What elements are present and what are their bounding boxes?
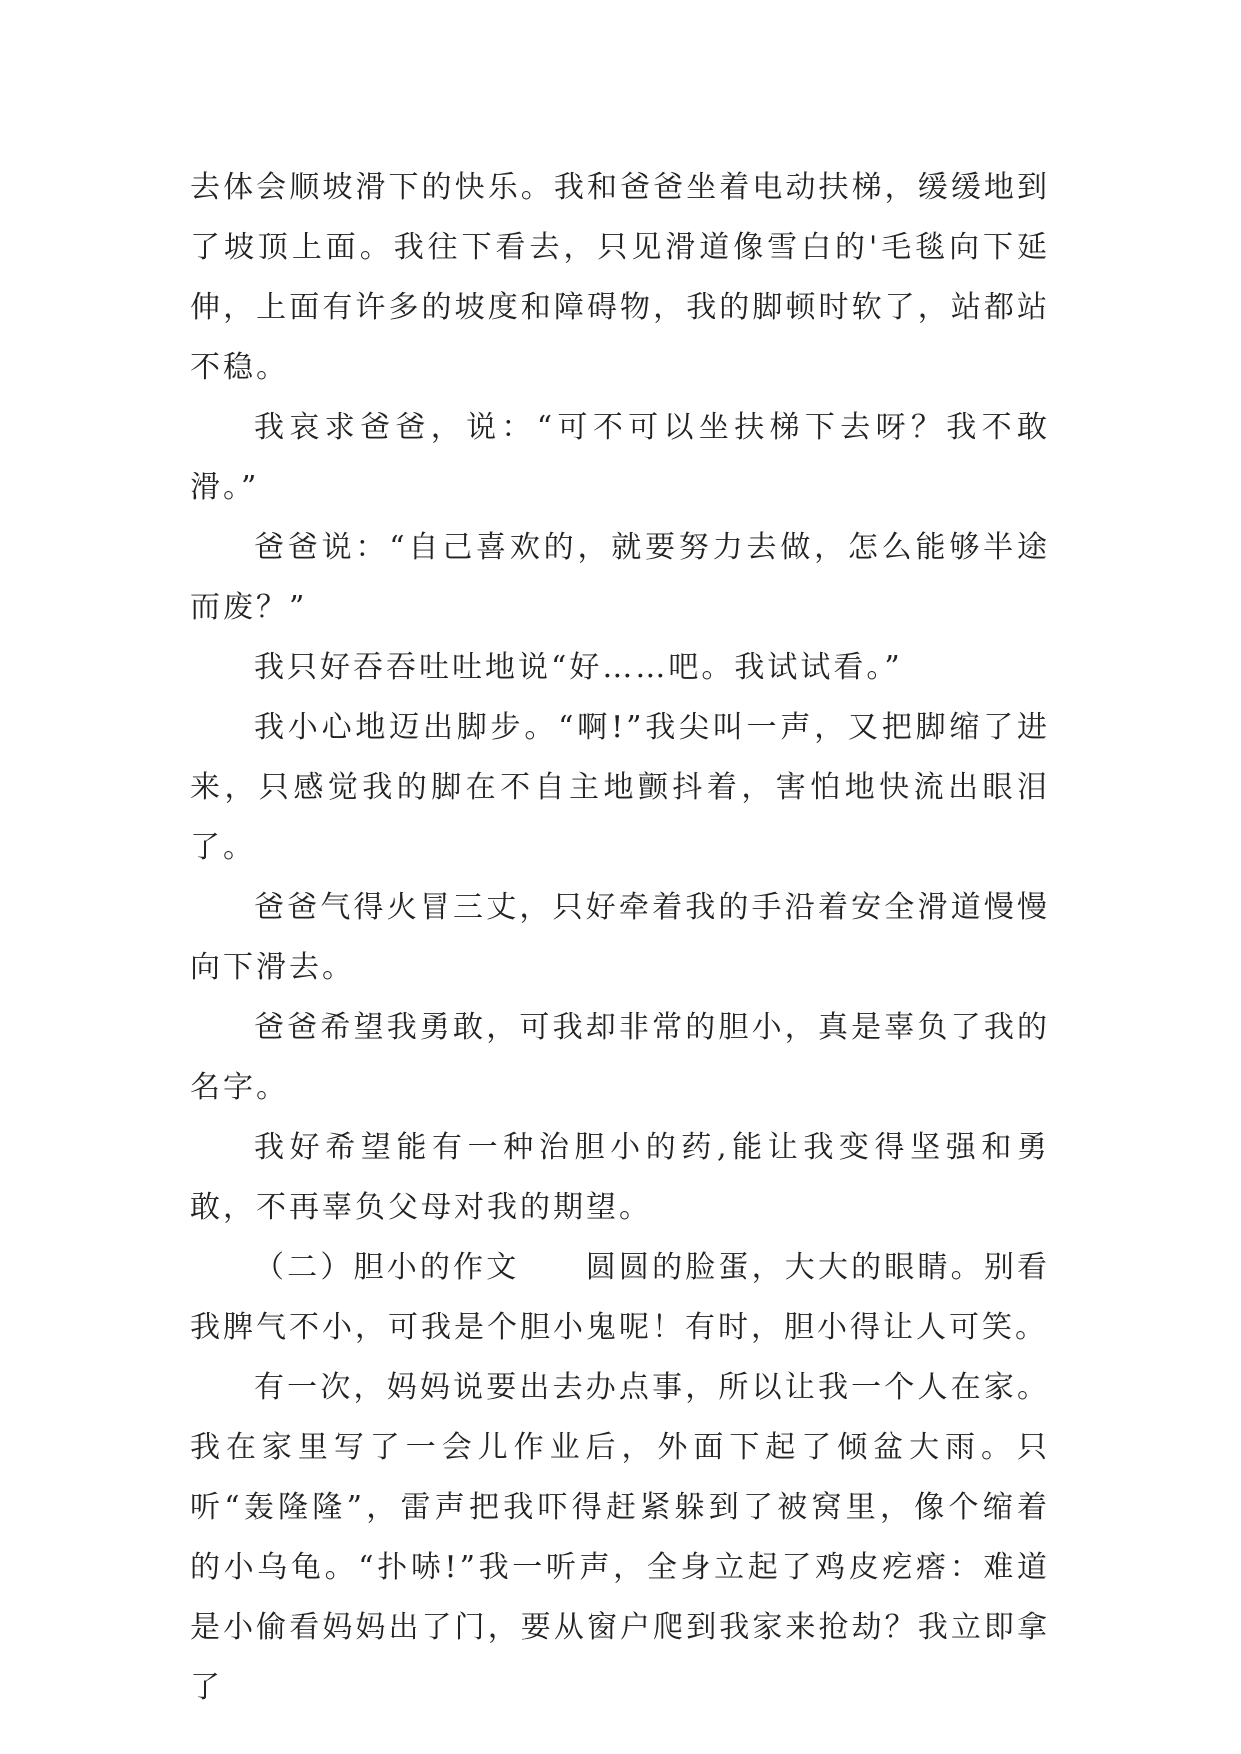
document-body <box>190 158 1050 1718</box>
paragraph-3: 爸爸说：“自己喜欢的，就要努力去做，怎么能够半途而废？” <box>190 530 1050 625</box>
paragraph-5: 我小心地迈出脚步。“啊!”我尖叫一声，又把脚缩了进来，只感觉我的脚在不自主地颤抖着，害怕地快流出眼泪了。 <box>190 710 1050 865</box>
paragraph-7: 爸爸希望我勇敢，可我却非常的胆小，真是辜负了我的名字。 <box>190 1010 1050 1105</box>
paragraph-4: 我只好吞吞吐吐地说“好……吧。我试试看。” <box>254 650 903 685</box>
paragraph-9: （二）胆小的作文 圆圆的脸蛋，大大的眼睛。别看我脾气不小，可我是个胆小鬼呢！有时，胆小得让人可笑。 <box>190 1250 1050 1345</box>
paragraph-1: 去体会顺坡滑下的快乐。我和爸爸坐着电动扶梯，缓缓地到了坡顶上面。我往下看去，只见滑道像雪白的'毛毯向下延伸，上面有许多的坡度和障碍物，我的脚顿时软了，站都站不稳。 <box>190 170 1050 385</box>
paragraph-2: 我哀求爸爸，说：“可不可以坐扶梯下去呀？我不敢滑。” <box>190 410 1050 505</box>
paragraph-8: 我好希望能有一种治胆小的药,能让我变得坚强和勇敢，不再辜负父母对我的期望。 <box>190 1130 1050 1225</box>
paragraph-6: 爸爸气得火冒三丈，只好牵着我的手沿着安全滑道慢慢向下滑去。 <box>190 890 1050 985</box>
paragraph-10: 有一次，妈妈说要出去办点事，所以让我一个人在家。我在家里写了一会儿作业后，外面下起了倾盆大雨。只听“轰隆隆”，雷声把我吓得赶紧躲到了被窝里，像个缩着的小乌龟。“扑哧!”我一听声，全身立起了鸡皮疙瘩：难道是小偷看妈妈出了门，要从窗户爬到我家来抢劫？我立即拿了 <box>190 1370 1050 1705</box>
